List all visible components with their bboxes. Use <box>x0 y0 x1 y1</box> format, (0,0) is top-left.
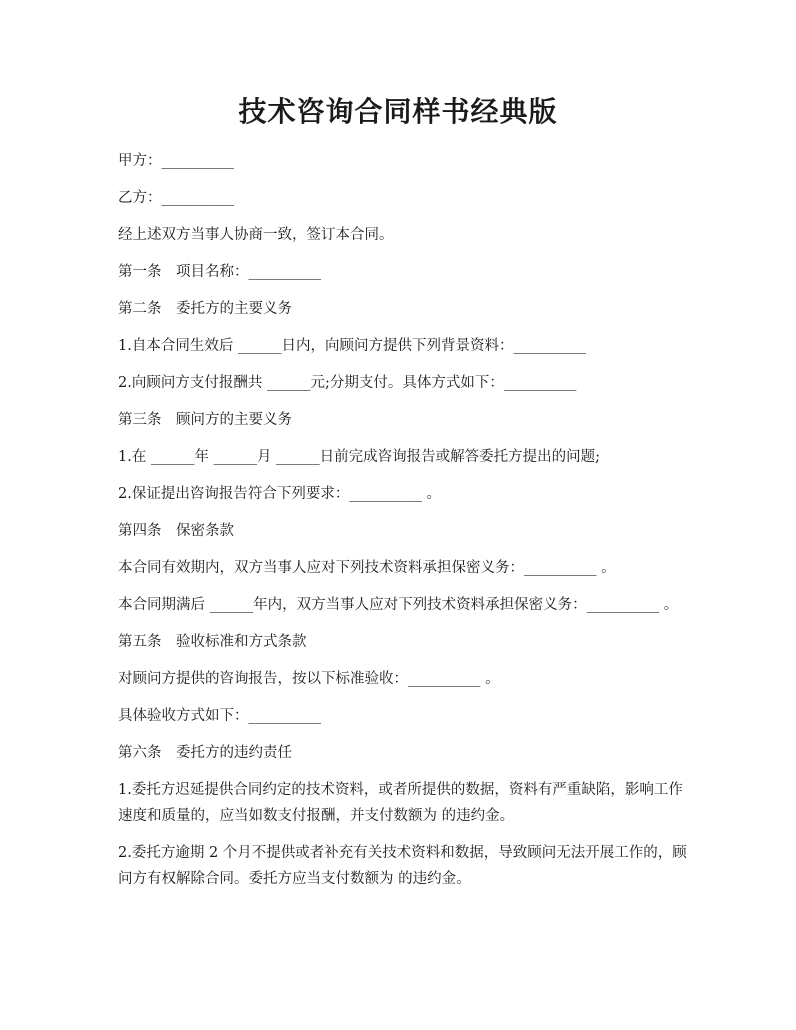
party-a-line: 甲方：__________ <box>118 153 234 169</box>
article-2-clause-1: 1.自本合同生效后 ______日内，向顾问方提供下列背景资料：__________ <box>118 338 586 354</box>
article-2-heading: 第二条 委托方的主要义务 <box>118 301 292 317</box>
article-5-clause-1: 对顾问方提供的咨询报告，按以下标准验收：__________ 。 <box>118 671 500 687</box>
article-4-heading: 第四条 保密条款 <box>118 523 234 539</box>
article-1-heading: 第一条 项目名称：__________ <box>118 264 321 280</box>
article-4-clause-2: 本合同期满后 ______年内，双方当事人应对下列技术资料承担保密义务：__________ 。 <box>118 597 679 613</box>
article-3-heading: 第三条 顾问方的主要义务 <box>118 412 292 428</box>
article-3-clause-1: 1.在 ______年 ______月 ______日前完成咨询报告或解答委托方提出的问题; <box>118 449 601 465</box>
intro-paragraph: 经上述双方当事人协商一致，签订本合同。 <box>118 227 394 243</box>
article-5-heading: 第五条 验收标准和方式条款 <box>118 634 307 650</box>
article-6-clause-2: 2.委托方逾期 2 个月不提供或者补充有关技术资料和数据，导致顾问无法开展工作的，顾问方有权解除合同。委托方应当支付数额为 的违约金。 <box>118 845 687 887</box>
party-b-line: 乙方：__________ <box>118 190 234 206</box>
article-6-heading: 第六条 委托方的违约责任 <box>118 745 292 761</box>
article-6-clause-1: 1.委托方迟延提供合同约定的技术资料，或者所提供的数据，资料有严重缺陷，影响工作速度和质量的，应当如数支付报酬，并支付数额为 的违约金。 <box>118 782 683 824</box>
article-4-clause-1: 本合同有效期内，双方当事人应对下列技术资料承担保密义务：__________ 。 <box>118 560 616 576</box>
document-title: 技术咨询合同样书经典版 <box>238 95 558 128</box>
article-5-clause-2: 具体验收方式如下：__________ <box>118 708 321 724</box>
article-2-clause-2: 2.向顾问方支付报酬共 ______元;分期支付。具体方式如下：__________ <box>118 375 577 391</box>
article-3-clause-2: 2.保证提出咨询报告符合下列要求：__________ 。 <box>118 486 441 502</box>
document-body <box>118 148 688 903</box>
